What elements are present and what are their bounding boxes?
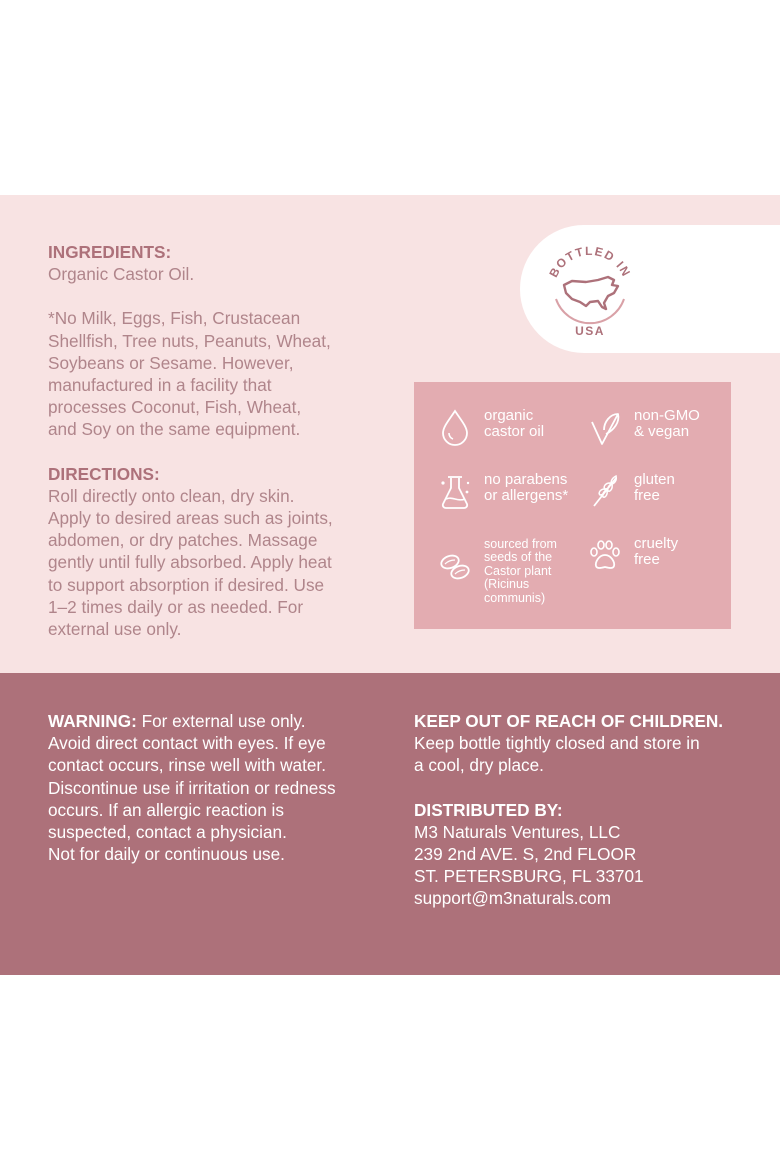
directions-heading: DIRECTIONS: [48, 463, 160, 484]
feature-non-gmo [588, 408, 700, 446]
keep-out-line: Keep bottle tightly closed and store in [414, 733, 700, 754]
allergen-line: *No Milk, Eggs, Fish, Crustacean [48, 308, 301, 329]
allergen-line: Shellfish, Tree nuts, Peanuts, Wheat, [48, 330, 331, 351]
beaker-icon [438, 472, 472, 510]
feature-cruelty-free [588, 536, 678, 574]
warning-line: suspected, contact a physician. [48, 822, 287, 843]
warning-heading: WARNING: [48, 711, 137, 731]
feature-cruelty-free-label: cruelty free [634, 535, 679, 568]
directions-line: 1–2 times daily or as needed. For [48, 596, 304, 617]
ingredients-text: Organic Castor Oil. [48, 264, 195, 285]
feature-no-parabens [438, 472, 568, 510]
warning-line: Avoid direct contact with eyes. If eye [48, 733, 326, 754]
directions-line: gently until fully absorbed. Apply heat [48, 552, 332, 573]
directions-line: external use only. [48, 619, 182, 640]
wheat-icon [588, 472, 622, 510]
warning-line: occurs. If an allergic reaction is [48, 799, 284, 820]
droplet-icon [438, 408, 472, 446]
ingredients-heading: INGREDIENTS: [48, 242, 172, 262]
warning-line: Discontinue use if irritation or redness [48, 777, 336, 798]
badge-bottom-text: USA [575, 324, 605, 338]
directions-line: to support absorption if desired. Use [48, 574, 325, 595]
ingredients-directions-column [48, 241, 378, 662]
feature-gluten-free [588, 472, 675, 510]
usa-map-icon [564, 277, 618, 309]
keep-out-line: a cool, dry place. [414, 755, 544, 776]
warning-line: Not for daily or continuous use. [48, 844, 285, 865]
badge-tab [520, 225, 780, 353]
allergen-line: Soybeans or Sesame. However, [48, 352, 294, 373]
badge-top-text: BOTTLED IN [546, 243, 634, 280]
distributor-heading: DISTRIBUTED BY: [414, 799, 563, 820]
leaf-icon [588, 408, 622, 446]
distributor-address: 239 2nd AVE. S, 2nd FLOOR [414, 844, 637, 865]
feature-organic [438, 408, 544, 446]
distributor-email: support@m3naturals.com [414, 888, 612, 909]
allergen-line: manufactured in a facility that [48, 375, 272, 396]
warning-first-line-text: For external use only. [136, 711, 306, 731]
distributor-city: ST. PETERSBURG, FL 33701 [414, 866, 644, 887]
directions-text [48, 485, 378, 640]
allergen-statement [48, 307, 378, 440]
allergen-line: and Soy on the same equipment. [48, 419, 301, 440]
directions-line: abdomen, or dry patches. Massage [48, 530, 318, 551]
warning-first-line [48, 710, 378, 732]
feature-sourced [438, 538, 557, 605]
warning-line: contact occurs, rinse well with water. [48, 755, 326, 776]
distributor-block [414, 799, 754, 910]
warning-panel [0, 673, 780, 975]
feature-no-parabens-label: no parabens or allergens* [484, 471, 569, 504]
warning-column [48, 710, 378, 865]
allergen-line: processes Coconut, Fish, Wheat, [48, 397, 302, 418]
bottled-in-usa-badge [534, 233, 646, 345]
directions-line: Apply to desired areas such as joints, [48, 508, 333, 529]
feature-non-gmo-label: non-GMO & vegan [634, 407, 700, 440]
directions-line: Roll directly onto clean, dry skin. [48, 485, 295, 506]
keep-out-heading: KEEP OUT OF REACH OF CHILDREN. [414, 711, 724, 731]
distributor-name: M3 Naturals Ventures, LLC [414, 821, 621, 842]
feature-gluten-free-label: gluten free [634, 471, 675, 504]
castor-seeds-icon [438, 548, 472, 586]
keep-out-block [414, 710, 754, 777]
feature-organic-label: organic castor oil [484, 407, 545, 440]
features-box [414, 382, 731, 629]
storage-distributor-column [414, 710, 754, 932]
info-panel [0, 195, 780, 673]
paw-icon [588, 536, 622, 574]
feature-sourced-label: sourced from seeds of the Castor plant (Ricinus communis) [484, 537, 557, 605]
